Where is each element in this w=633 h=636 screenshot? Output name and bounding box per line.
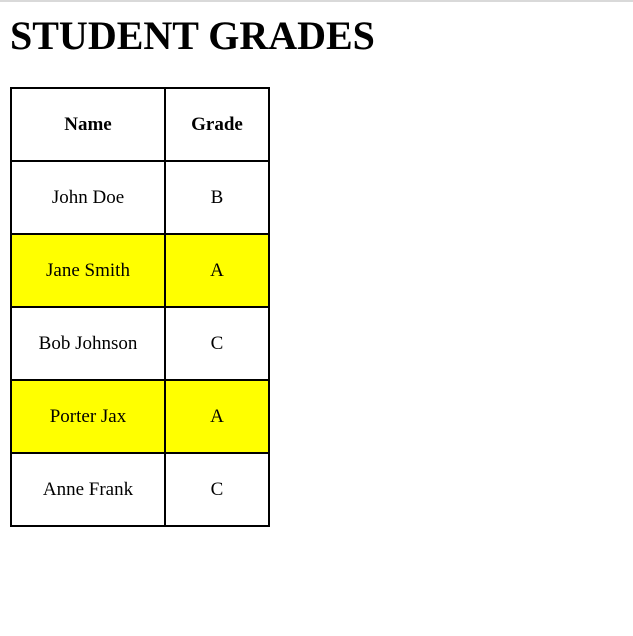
column-header-grade: Grade — [165, 88, 269, 161]
student-grade-cell: A — [165, 380, 269, 453]
student-grade-cell: C — [165, 307, 269, 380]
student-name-cell: Jane Smith — [11, 234, 165, 307]
student-name-cell: Bob Johnson — [11, 307, 165, 380]
student-name-cell: Anne Frank — [11, 453, 165, 526]
student-grade-cell: A — [165, 234, 269, 307]
student-name-cell: John Doe — [11, 161, 165, 234]
table-row — [11, 161, 269, 234]
student-name-cell: Porter Jax — [11, 380, 165, 453]
table-header-row — [11, 88, 269, 161]
student-grade-cell: B — [165, 161, 269, 234]
student-grade-cell: C — [165, 453, 269, 526]
table-row — [11, 307, 269, 380]
top-divider — [0, 0, 633, 2]
table-row — [11, 453, 269, 526]
table-row — [11, 234, 269, 307]
table-row — [11, 380, 269, 453]
grades-table — [10, 87, 270, 527]
page-title: STUDENT GRADES — [10, 13, 375, 58]
column-header-name: Name — [11, 88, 165, 161]
